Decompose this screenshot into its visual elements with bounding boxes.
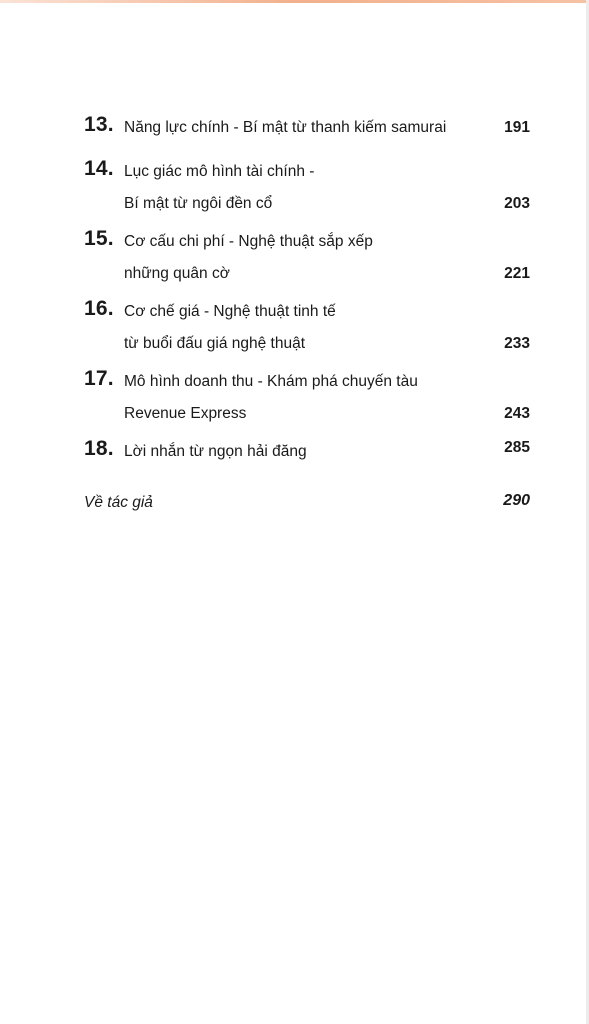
page-top-edge xyxy=(0,0,589,3)
chapter-title-line: Cơ chế giá - Nghệ thuật tinh tế xyxy=(124,303,336,320)
chapter-number: 15. xyxy=(84,227,114,250)
chapter-title-line: những quân cờ xyxy=(124,265,230,282)
chapter-title-line: Mô hình doanh thu - Khám phá chuyến tàu xyxy=(124,373,418,390)
chapter-title-line: Bí mật từ ngôi đền cổ xyxy=(124,195,273,212)
chapter-title xyxy=(124,156,314,220)
chapter-title-line: Cơ cấu chi phí - Nghệ thuật sắp xếp xyxy=(124,233,373,250)
toc-entry-about-author[interactable] xyxy=(84,488,530,518)
about-author-label: Về tác giả xyxy=(84,494,153,511)
chapter-title-line: Năng lực chính - Bí mật từ thanh kiếm samurai xyxy=(124,119,447,136)
chapter-title-line: từ buổi đấu giá nghệ thuật xyxy=(124,335,306,352)
chapter-number: 18. xyxy=(84,437,114,460)
chapter-title xyxy=(124,296,336,360)
chapter-title xyxy=(124,436,307,468)
chapter-title xyxy=(124,366,418,430)
about-author-page-number: 290 xyxy=(503,492,530,509)
chapter-title-line: Lời nhắn từ ngọn hải đăng xyxy=(124,443,307,460)
chapter-title-line: Revenue Express xyxy=(124,405,247,422)
chapter-page-number: 243 xyxy=(504,405,530,422)
chapter-number: 13. xyxy=(84,113,114,136)
chapter-title xyxy=(124,226,373,290)
chapter-page-number: 285 xyxy=(504,439,530,456)
chapter-number: 17. xyxy=(84,367,114,390)
chapter-title-line: Lục giác mô hình tài chính - xyxy=(124,163,315,180)
chapter-page-number: 233 xyxy=(504,335,530,352)
chapter-page-number: 221 xyxy=(504,265,530,282)
chapter-page-number: 203 xyxy=(504,195,530,212)
chapter-page-number: 191 xyxy=(504,119,530,136)
chapter-title xyxy=(124,112,446,144)
chapter-number: 16. xyxy=(84,297,114,320)
chapter-number: 14. xyxy=(84,157,114,180)
